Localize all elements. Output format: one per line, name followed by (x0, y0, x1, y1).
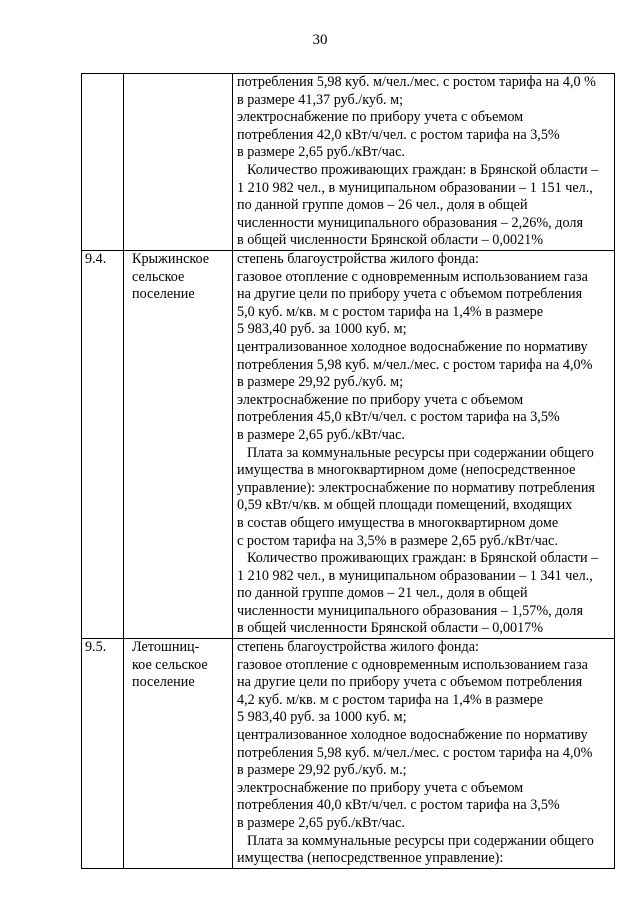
table-row (82, 639, 615, 869)
settlement-name-cell (124, 639, 233, 869)
description-cell (233, 251, 615, 639)
text-line: в общей численности Брянской области – 0,0021% (237, 232, 544, 249)
tariff-table (81, 73, 615, 869)
text-line: 1 210 982 чел., в муниципальном образовании – 1 151 чел., (237, 179, 593, 196)
text-line: электроснабжение по прибору учета с объемом (237, 779, 524, 796)
text-line: Количество проживающих граждан: в Брянской области – (247, 550, 599, 567)
text-line: электроснабжение по прибору учета с объемом (237, 391, 524, 408)
text-line: численности муниципального образования – 2,26%, доля (237, 214, 583, 231)
text-line: потребления 5,98 куб. м/чел./мес. с ростом тарифа на 4,0 % (237, 74, 596, 90)
description-cell (233, 639, 615, 869)
settlement-name-line: сельское (132, 268, 185, 285)
text-line: потребления 5,98 куб. м/чел./мес. с ростом тарифа на 4,0% (237, 356, 593, 373)
text-line: управление): электроснабжение по нормативу потребления (237, 479, 595, 496)
text-line: 5,0 куб. м/кв. м с ростом тарифа на 1,4% в размере (237, 303, 544, 320)
text-line: численности муниципального образования – 1,57%, доля (237, 602, 583, 619)
text-line: имущества (непосредственное управление): (237, 850, 504, 867)
text-line: в состав общего имущества в многоквартирном доме (237, 514, 559, 531)
settlement-name-line: кое сельское (132, 656, 208, 673)
settlement-name-cell (124, 74, 233, 251)
text-line: 4,2 куб. м/кв. м с ростом тарифа на 1,4% в размере (237, 691, 544, 708)
text-line: 5 983,40 руб. за 1000 куб. м; (237, 709, 407, 726)
row-number-cell: 9.4. (82, 251, 124, 639)
text-line: 0,59 кВт/ч/кв. м общей площади помещений, входящих (237, 497, 573, 514)
text-line: Плата за коммунальные ресурсы при содержании общего (247, 444, 594, 461)
page-number: 30 (312, 32, 328, 48)
text-line: по данной группе домов – 26 чел., доля в общей (237, 197, 528, 214)
settlement-name-cell (124, 251, 233, 639)
settlement-name-line: Летошниц- (132, 639, 200, 656)
row-number-cell (82, 74, 124, 251)
text-line: в размере 41,37 руб./куб. м; (237, 91, 404, 108)
text-line: в размере 2,65 руб./кВт/час. (237, 426, 405, 443)
text-line: в размере 29,92 руб./куб. м.; (237, 762, 407, 779)
text-line: степень благоустройства жилого фонда: (237, 639, 479, 656)
text-line: электроснабжение по прибору учета с объемом (237, 109, 524, 126)
text-line: в размере 29,92 руб./куб. м; (237, 374, 404, 391)
text-line: имущества в многоквартирном доме (непосредственное (237, 462, 576, 479)
settlement-name-line: поселение (132, 674, 195, 691)
text-line: 1 210 982 чел., в муниципальном образовании – 1 341 чел., (237, 567, 593, 584)
text-line: централизованное холодное водоснабжение по нормативу (237, 338, 588, 355)
text-line: на другие цели по прибору учета с объемом потребления (237, 286, 583, 303)
settlement-name-line: поселение (132, 286, 195, 303)
text-line: потребления 40,0 кВт/ч/чел. с ростом тарифа на 3,5% (237, 797, 560, 814)
text-line: степень благоустройства жилого фонда: (237, 251, 479, 267)
text-line: 5 983,40 руб. за 1000 куб. м; (237, 321, 407, 338)
table-row (82, 74, 615, 251)
text-line: по данной группе домов – 21 чел., доля в общей (237, 585, 528, 602)
text-line: в размере 2,65 руб./кВт/час. (237, 815, 405, 831)
row-number-cell: 9.5. (82, 639, 124, 869)
text-line: газовое отопление с одновременным использованием газа (237, 656, 588, 673)
text-line: в размере 2,65 руб./кВт/час. (237, 144, 405, 161)
text-line: потребления 45,0 кВт/ч/чел. с ростом тарифа на 3,5% (237, 409, 560, 426)
text-line: на другие цели по прибору учета с объемом потребления (237, 674, 583, 691)
text-line: в общей численности Брянской области – 0,0017% (237, 620, 544, 637)
text-line: Плата за коммунальные ресурсы при содержании общего (247, 832, 594, 849)
text-line: газовое отопление с одновременным использованием газа (237, 268, 588, 285)
description-cell (233, 74, 615, 251)
text-line: потребления 42,0 кВт/ч/чел. с ростом тарифа на 3,5% (237, 126, 560, 143)
text-line: с ростом тарифа на 3,5% в размере 2,65 руб./кВт/час. (237, 532, 558, 549)
text-line: Количество проживающих граждан: в Брянской области – (247, 161, 599, 178)
text-line: потребления 5,98 куб. м/чел./мес. с ростом тарифа на 4,0% (237, 744, 593, 761)
table-row (82, 251, 615, 639)
settlement-name-line: Крыжинское (132, 251, 210, 267)
text-line: централизованное холодное водоснабжение по нормативу (237, 727, 588, 744)
